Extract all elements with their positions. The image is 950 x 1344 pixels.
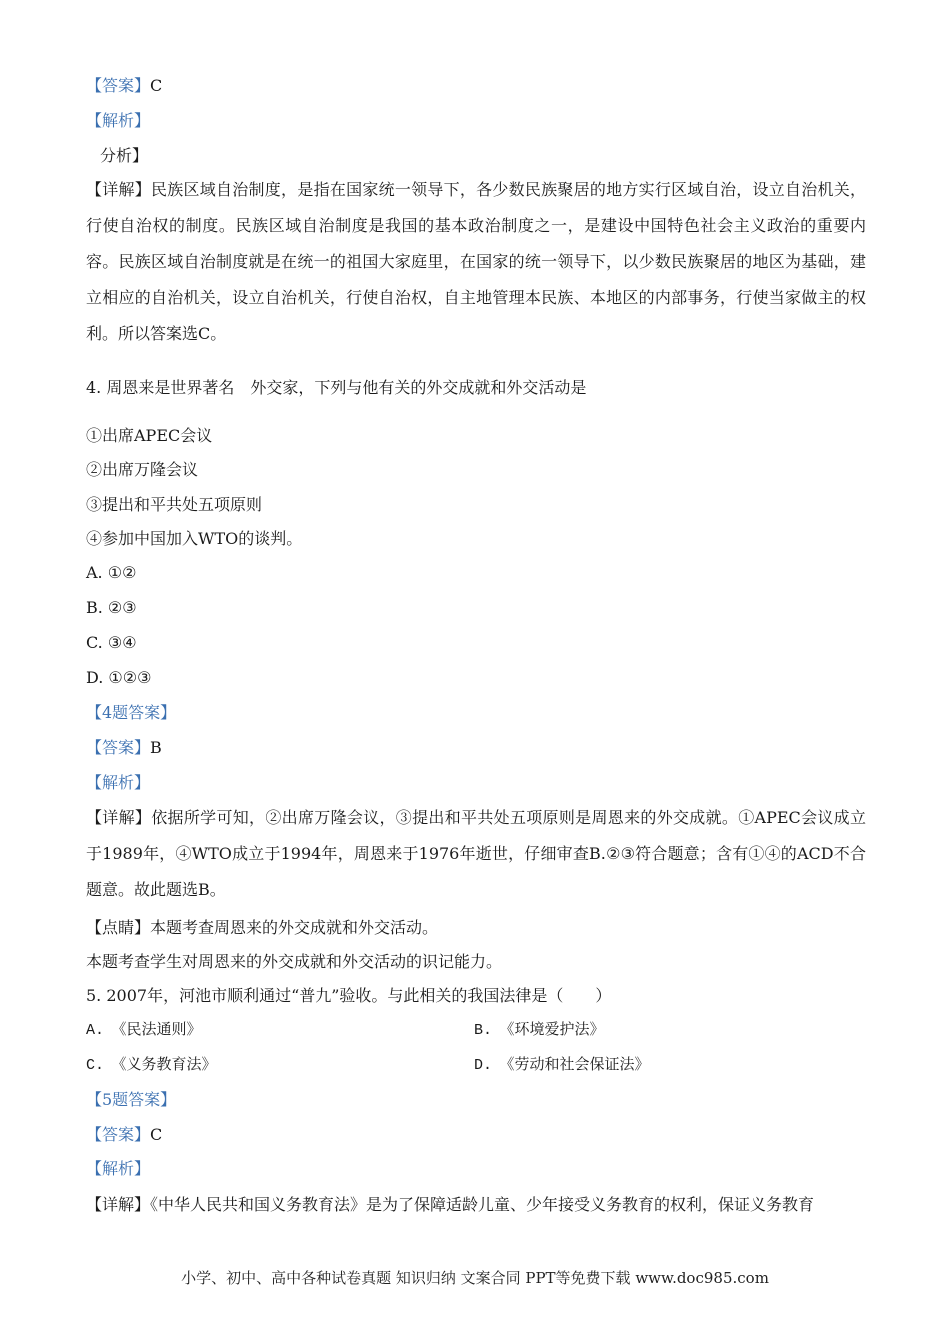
q4-option-c: C. ③④: [86, 633, 137, 652]
q4-item-1: ①出席APEC会议: [86, 426, 213, 445]
q4-option-d: D. ①②③: [86, 668, 152, 687]
q4-option-a: A. ①②: [86, 563, 137, 582]
q4-answer-line: [86, 738, 162, 758]
q5-answer-header: 【5题答案】: [86, 1090, 177, 1109]
q4-item-2: ②出席万隆会议: [86, 460, 199, 479]
q5-option-b: B. 《环境爱护法》: [474, 1022, 605, 1039]
q4-option-b: B. ②③: [86, 598, 137, 617]
q4-note: 本题考查学生对周恩来的外交成就和外交活动的识记能力。: [86, 952, 503, 971]
q3-answer-value: C: [150, 76, 163, 95]
q4-item-4: ④参加中国加入WTO的谈判。: [86, 529, 303, 548]
q4-stem: 4. 周恩来是世界著名 外交家，下列与他有关的外交成就和外交活动是: [86, 378, 587, 397]
q3-answer-line: [86, 76, 162, 96]
q5-answer-value: C: [150, 1125, 163, 1144]
q5-detail: 【详解】《中华人民共和国义务教育法》是为了保障适龄儿童、少年接受义务教育的权利，保证义务教育: [86, 1195, 815, 1214]
q4-answer-header: 【4题答案】: [86, 703, 177, 722]
q3-analysis-tag: 【解析】: [86, 111, 151, 130]
q3-detail: 【详解】民族区域自治制度，是指在国家统一领导下，各少数民族聚居的地方实行区域自治，设立自治机关，行使自治权的制度。民族区域自治制度是我国的基本政治制度之一，是建设中国特色社会主义政治的重要内容。民族区域自治制度就是在统一的祖国大家庭里，在国家的统一领导下，以少数民族聚居的地区为基础，建立相应的自治机关，设立自治机关，行使自治权，自主地管理本民族、本地区的内部事务，行使当家做主的权利。所以答案选C。: [86, 180, 866, 343]
q4-item-3: ③提出和平共处五项原则: [86, 495, 263, 514]
q5-stem: 5. 2007年，河池市顺利通过“普九”验收。与此相关的我国法律是（ ）: [86, 986, 612, 1005]
q5-option-d: D. 《劳动和社会保证法》: [474, 1057, 650, 1074]
q4-answer-tag: 【答案】: [86, 738, 151, 757]
q5-option-a: A. 《民法通则》: [86, 1022, 202, 1039]
page-footer: 小学、初中、高中各种试卷真题 知识归纳 文案合同 PPT等免费下载 www.doc985.com: [181, 1269, 769, 1287]
q4-detail: 【详解】依据所学可知，②出席万隆会议，③提出和平共处五项原则是周恩来的外交成就。①APEC会议成立于1989年，④WTO成立于1994年，周恩来于1976年逝世，仔细审查B.②③符合题意；含有①④的ACD不合题意。故此题选B。: [86, 808, 866, 899]
q4-point: 【点睛】本题考查周恩来的外交成就和外交活动。: [86, 918, 439, 937]
q5-option-c: C. 《义务教育法》: [86, 1057, 217, 1074]
q5-answer-line: [86, 1125, 162, 1145]
q3-analysis-sub: 分析】: [100, 146, 149, 165]
q4-analysis-tag: 【解析】: [86, 773, 151, 792]
q5-answer-tag: 【答案】: [86, 1125, 151, 1144]
q4-answer-value: B: [150, 738, 162, 757]
q5-analysis-tag: 【解析】: [86, 1159, 151, 1178]
q3-answer-tag: 【答案】: [86, 76, 151, 95]
